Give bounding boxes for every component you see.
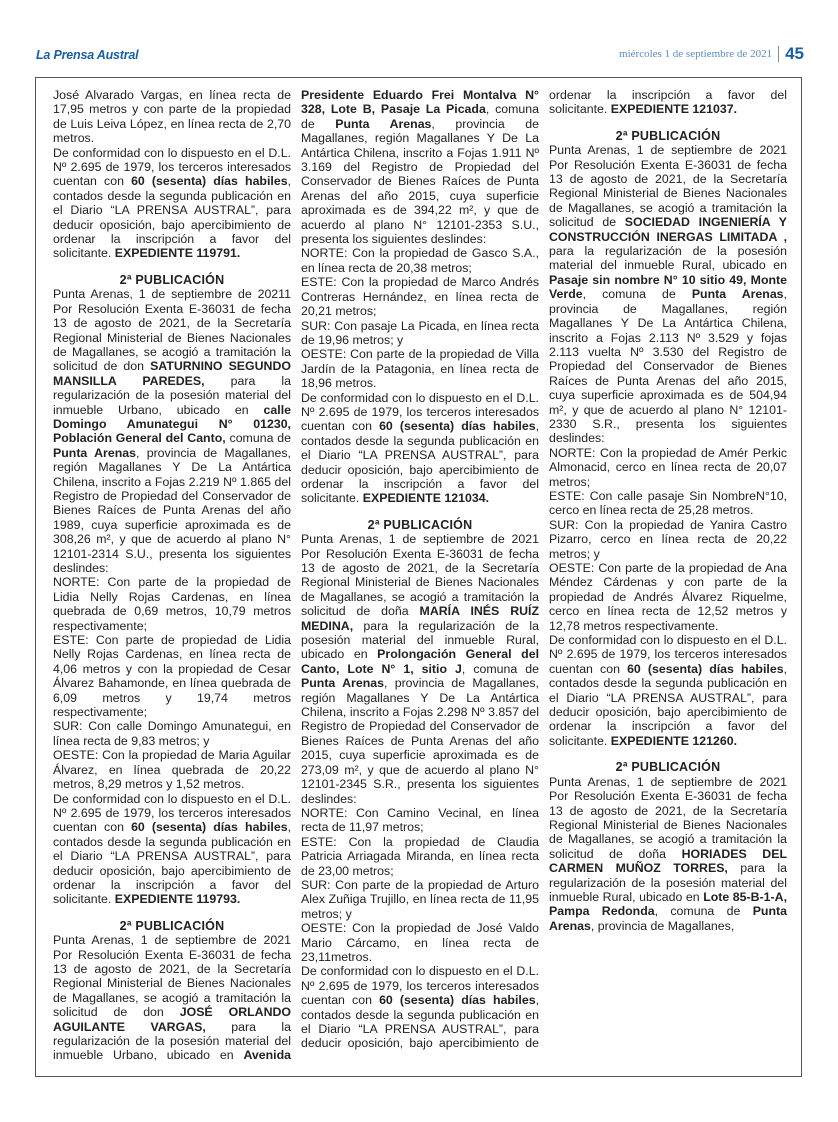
bold-text: HORIADES DEL CARMEN MUÑOZ TORRES, — [549, 846, 787, 876]
bold-text: EXPEDIENTE 119791. — [114, 246, 241, 261]
bold-text: SOCIEDAD INGENIERÍA Y CONSTRUCCIÓN INERGAS LIMITADA , — [549, 215, 787, 244]
text-run: NORTE: Con Camino Vecinal, en línea recta de 11,97 metros; — [301, 805, 539, 835]
notice-paragraph — [301, 347, 539, 390]
bold-text: SATURNINO SEGUNDO MANSILLA PAREDES, — [53, 359, 291, 388]
text-run: Punta Arenas, 1 de septiembre de 2021 Por Resolución Exenta E-36031 de fecha 13 de agosto de 2021, de la Secretaría Regional Ministerial de Bienes Nacionales de Magallanes, se acogió a tramitación la solicitud de doña — [549, 774, 787, 861]
notice-paragraph — [301, 878, 539, 921]
text-run: Punta Arenas, 1 de septiembre de 2021 Por Resolución Exenta E-36031 de fecha 13 de agosto de 2021, de la Secretaría Regional Ministerial de Bienes Nacionales de Magallanes, se acogió a tramitación la solicitud de — [549, 143, 787, 230]
text-run: ESTE: Con parte de propiedad de Lidia Nelly Rojas Cardenas, en línea recta de 4,06 metros y con la propiedad de Cesar Álvarez Bahamonde, en línea quebrada de 6,09 metros y 19,74 metros respectivamente; — [53, 633, 291, 720]
bold-text: 60 (sesenta) días habiles — [131, 174, 288, 189]
notice-paragraph — [301, 835, 539, 878]
notice-paragraph — [549, 143, 787, 446]
text-run: , comuna de — [301, 102, 539, 131]
notice-paragraph — [549, 561, 787, 633]
bold-text: EXPEDIENTE 119793. — [114, 892, 241, 907]
bold-text: JOSÉ ORLANDO AGUILANTE VARGAS, — [53, 1005, 292, 1034]
text-run: ESTE: Con la propiedad de Claudia Patricia Arriagada Miranda, en línea recta de 23,00 metros; — [301, 834, 539, 878]
text-run: comuna de — [225, 431, 291, 446]
bold-text: Prolongación General del Canto, Lote N° 1, sitio J — [301, 647, 539, 676]
bold-text: Punta Arenas — [691, 287, 784, 302]
bold-text: Punta Arenas — [53, 445, 136, 460]
bold-text: Punta Arenas — [549, 904, 787, 933]
notice-paragraph — [53, 287, 291, 575]
header-divider — [778, 46, 779, 62]
text-run: , contados desde la segunda publicación en el Diario “LA PRENSA AUSTRAL”, para deducir oposición, bajo apercibimiento de ordenar la inscripción a favor del solicitante. — [53, 820, 292, 907]
notice-paragraph — [549, 633, 787, 748]
text-run: José Alvarado Vargas, en línea recta de 17,95 metros y con parte de la propiedad de Luis Leiva López, en línea recta de 2,70 metros. — [53, 88, 291, 146]
page-header — [36, 44, 804, 68]
notice-paragraph — [301, 532, 539, 806]
text-run: SUR: Con calle Domingo Amunategui, en línea recta de 9,83 metros; y — [53, 719, 291, 748]
text-run: para la regularización de la posesión material del inmueble Rural, ubicado en — [549, 861, 787, 904]
bold-text: 60 (sesenta) días habiles — [627, 661, 784, 676]
text-run: De conformidad con lo dispuesto en el D.L. Nº 2.695 de 1979, los terceros interesados cuentan con — [549, 633, 787, 676]
legal-notices-columns — [53, 88, 787, 1063]
text-run: SUR: Con parte de la propiedad de Arturo Alex Zuñiga Trujillo, en línea recta de 11,95 metros; y — [301, 877, 539, 921]
notice-paragraph — [53, 88, 291, 146]
notice-paragraph — [301, 275, 539, 318]
text-run: OESTE: Con la propiedad de Maria Aguilar Álvarez, en línea quebrada de 20,22 metros, 8,29 metros y 1,52 metros. — [53, 748, 291, 792]
text-run: NORTE: Con la propiedad de Amér Perkic Almonacid, cerco en línea recta de 20,07 metros; — [549, 445, 787, 489]
issue-date: miércoles 1 de septiembre de 2021 — [619, 48, 773, 60]
notice-paragraph — [301, 391, 539, 506]
text-run: De conformidad con lo dispuesto en el D.L. Nº 2.695 de 1979, los terceros interesados cuentan con — [53, 791, 291, 835]
text-run: SUR: Con la propiedad de Yanira Castro Pizarro, cerco en línea recta de 20,22 metros; y — [549, 517, 787, 561]
notice-paragraph — [53, 792, 291, 907]
text-run: NORTE: Con la propiedad de Gasco S.A., en línea recta de 20,38 metros; — [301, 246, 539, 275]
bold-text: EXPEDIENTE 121260. — [610, 733, 737, 748]
notice-paragraph — [53, 575, 291, 633]
notice-paragraph — [301, 319, 539, 348]
notice-heading: 2ª PUBLICACIÓN — [119, 918, 225, 933]
text-run: De conformidad con lo dispuesto en el D.L. Nº 2.695 de 1979, los terceros interesados cuentan con — [301, 390, 539, 434]
bold-text: MARÍA INÉS RUÍZ MEDINA, — [301, 604, 539, 633]
bold-text: 60 (sesenta) días habiles — [379, 993, 536, 1008]
text-run: Punta Arenas, 1 de septiembre de 20211 Por Resolución Exenta E-36031 de fecha 13 de agosto de 2021, de la Secretaría Regional Ministerial de Bienes Nacionales de Magallanes, se acogió a tramitación la solicitud de don — [53, 287, 291, 374]
text-run: Punta Arenas, 1 de septiembre de 2021 Por Resolución Exenta E-36031 de fecha 13 de agosto de 2021, de la Secretaría Regional Ministerial de Bienes Nacionales de Magallanes, se acogió a tramitación la solicitud de don — [53, 933, 291, 1020]
text-run: De conformidad con lo dispuesto en el D.L. Nº 2.695 de 1979, los terceros interesados cuentan con — [301, 964, 539, 1008]
notice-paragraph — [301, 921, 539, 964]
notice-paragraph — [53, 748, 291, 791]
text-run: OESTE: Con la propiedad de José Valdo Mario Cárcamo, en línea recta de 23,11metros. — [301, 921, 539, 964]
page-number: 45 — [785, 44, 804, 63]
text-run: , comuna de — [461, 661, 539, 676]
text-run: , comuna de — [654, 904, 753, 919]
text-run: para la regularización de la posesión material del inmueble Urbano, ubicado en — [53, 1019, 291, 1063]
text-run: para la regularización de la posesión material del inmueble Rural, ubicado en — [549, 244, 787, 273]
bold-text: 60 (sesenta) días habiles — [131, 820, 288, 835]
bold-text: Lote 85-B-1-A, Pampa Redonda — [549, 889, 787, 919]
header-right — [619, 44, 804, 64]
text-run: ESTE: Con calle pasaje Sin NombreN°10, cerco en línea recta de 25,28 metros. — [549, 488, 787, 518]
text-run: , contados desde la segunda publicación en el Diario “LA PRENSA AUSTRAL”, para deducir oposición, bajo apercibimiento de ordenar la inscripción a favor del solicitante. — [53, 174, 292, 261]
text-run: , provincia de Magallanes, región Magallanes Y De La Antártica Chilena, inscrito a Fojas 2.219 Nº 1.865 del Registro de Propiedad del Conservador de Bienes Raíces de Punta Arenas del año 1989, cuya superficie aproximada es de 308,26 m², y que de acuerdo al plano N° 12101-2314 S.U., presenta los siguientes deslindes: — [53, 445, 291, 575]
bold-text: Punta Arenas — [335, 116, 432, 131]
notice-paragraph — [301, 246, 539, 275]
bold-text: Punta Arenas — [301, 676, 384, 691]
newspaper-masthead: La Prensa Austral — [36, 48, 139, 62]
bold-text: EXPEDIENTE 121037. — [610, 102, 737, 117]
text-run: , contados desde la segunda publicación en el Diario “LA PRENSA AUSTRAL”, para deducir oposición, bajo apercibimiento de ordenar la inscripción a favor del solicitante. — [549, 661, 788, 748]
text-run: Punta Arenas, 1 de septiembre de 2021 Por Resolución Exenta E-36031 de fecha 13 de agosto de 2021, de la Secretaría Regional Ministerial de Bienes Nacionales de Magallanes, se acogió a tramitación la solicitud de doña — [301, 532, 539, 619]
notice-heading: 2ª PUBLICACIÓN — [367, 517, 473, 532]
text-run: OESTE: Con parte de la propiedad de Ana Méndez Cárdenas y con parte de la propiedad de Andrés Álvarez Riquelme, cerco en línea recta de 12,52 metros y 12,78 metros respectivamente. — [549, 561, 787, 633]
bold-text: EXPEDIENTE 121034. — [362, 491, 489, 506]
notice-paragraph — [301, 806, 539, 835]
bold-text: Avenida Presidente Eduardo Frei Montalva N° 328, Lote B, Pasaje La Picada — [243, 88, 539, 1063]
text-run: De conformidad con lo dispuesto en el D.L. Nº 2.695 de 1979, los terceros interesados cuentan con — [53, 145, 291, 189]
text-run: para la regularización de la posesión material del inmueble Urbano, ubicado en — [53, 373, 291, 417]
text-run: , provincia de Magallanes, región Magallanes Y De La Antártica Chilena, inscrito a Fojas 2.113 Nº 3.529 y fojas 2.113 vuelta Nº 3.530 del Registro de Propiedad del Conservador de Bienes Raíces de Punta Arenas del año 2015, cuya superficie aproximada es de 504,94 m², y que de acuerdo al plano N° 12101-2330 S.R., presenta los siguientes deslindes: — [549, 287, 787, 446]
bold-text: calle Domingo Amunategui N° 01230, Población General del Canto, — [53, 402, 291, 446]
notice-paragraph — [549, 446, 787, 489]
notice-paragraph — [549, 775, 787, 933]
notice-paragraph — [53, 719, 291, 748]
text-run: NORTE: Con parte de la propiedad de Lidia Nelly Rojas Cardenas, en línea quebrada de 0,69 metros, 10,79 metros respectivamente; — [53, 575, 291, 633]
text-run: , provincia de Magallanes, región Magallanes Y De La Antártica Chilena, inscrito a Fojas 2.298 Nº 3.857 del Registro de Propiedad del Conservador de Bienes Raíces de Punta Arenas del año 2015, cuya superficie aproximada es de 273,09 m², y que de acuerdo al plano N° 12101-2345 S.R., presenta los siguientes deslindes: — [301, 676, 539, 806]
bold-text: 60 (sesenta) días habiles — [379, 419, 536, 434]
text-run: , provincia de Magallanes, región Magallanes Y De La Antártica Chilena, inscrito a Fojas 1.911 Nº 3.169 del Registro de Propiedad del Conservador de Bienes Raíces de Punta Arenas del año 2015, cuya superficie aproximada es de 394,22 m², y que de acuerdo al plano N° 12101-2353 S.U., presenta los siguientes deslindes: — [301, 116, 539, 247]
notice-heading: 2ª PUBLICACIÓN — [119, 272, 225, 287]
notice-paragraph — [53, 146, 291, 261]
bold-text: Pasaje sin nombre N° 10 sitio 49, Monte Verde — [549, 272, 787, 302]
text-run: , comuna de — [582, 287, 692, 302]
text-run: , contados desde la segunda publicación en el Diario “LA PRENSA AUSTRAL”, para deducir oposición, bajo apercibimiento de ordenar la inscripción a favor del solicitante. — [301, 88, 787, 1051]
text-run: SUR: Con pasaje La Picada, en línea recta de 19,96 metros; y — [301, 318, 539, 347]
notice-heading: 2ª PUBLICACIÓN — [615, 128, 721, 143]
text-run: , provincia de Magallanes, — [590, 918, 735, 933]
text-run: para la regularización de la posesión material del inmueble Rural, ubicado en — [301, 618, 539, 662]
text-run: OESTE: Con parte de la propiedad de Villa Jardín de la Patagonia, en línea recta de 18,96 metros. — [301, 347, 539, 391]
notice-paragraph — [53, 633, 291, 719]
text-run: ESTE: Con la propiedad de Marco Andrés Contreras Hernández, en línea recta de 20,21 metros; — [301, 275, 539, 319]
notice-paragraph — [549, 518, 787, 561]
notice-heading: 2ª PUBLICACIÓN — [615, 760, 721, 775]
text-run: , contados desde la segunda publicación en el Diario “LA PRENSA AUSTRAL”, para deducir oposición, bajo apercibimiento de ordenar la inscripción a favor del solicitante. — [301, 419, 540, 506]
notice-paragraph — [549, 489, 787, 518]
